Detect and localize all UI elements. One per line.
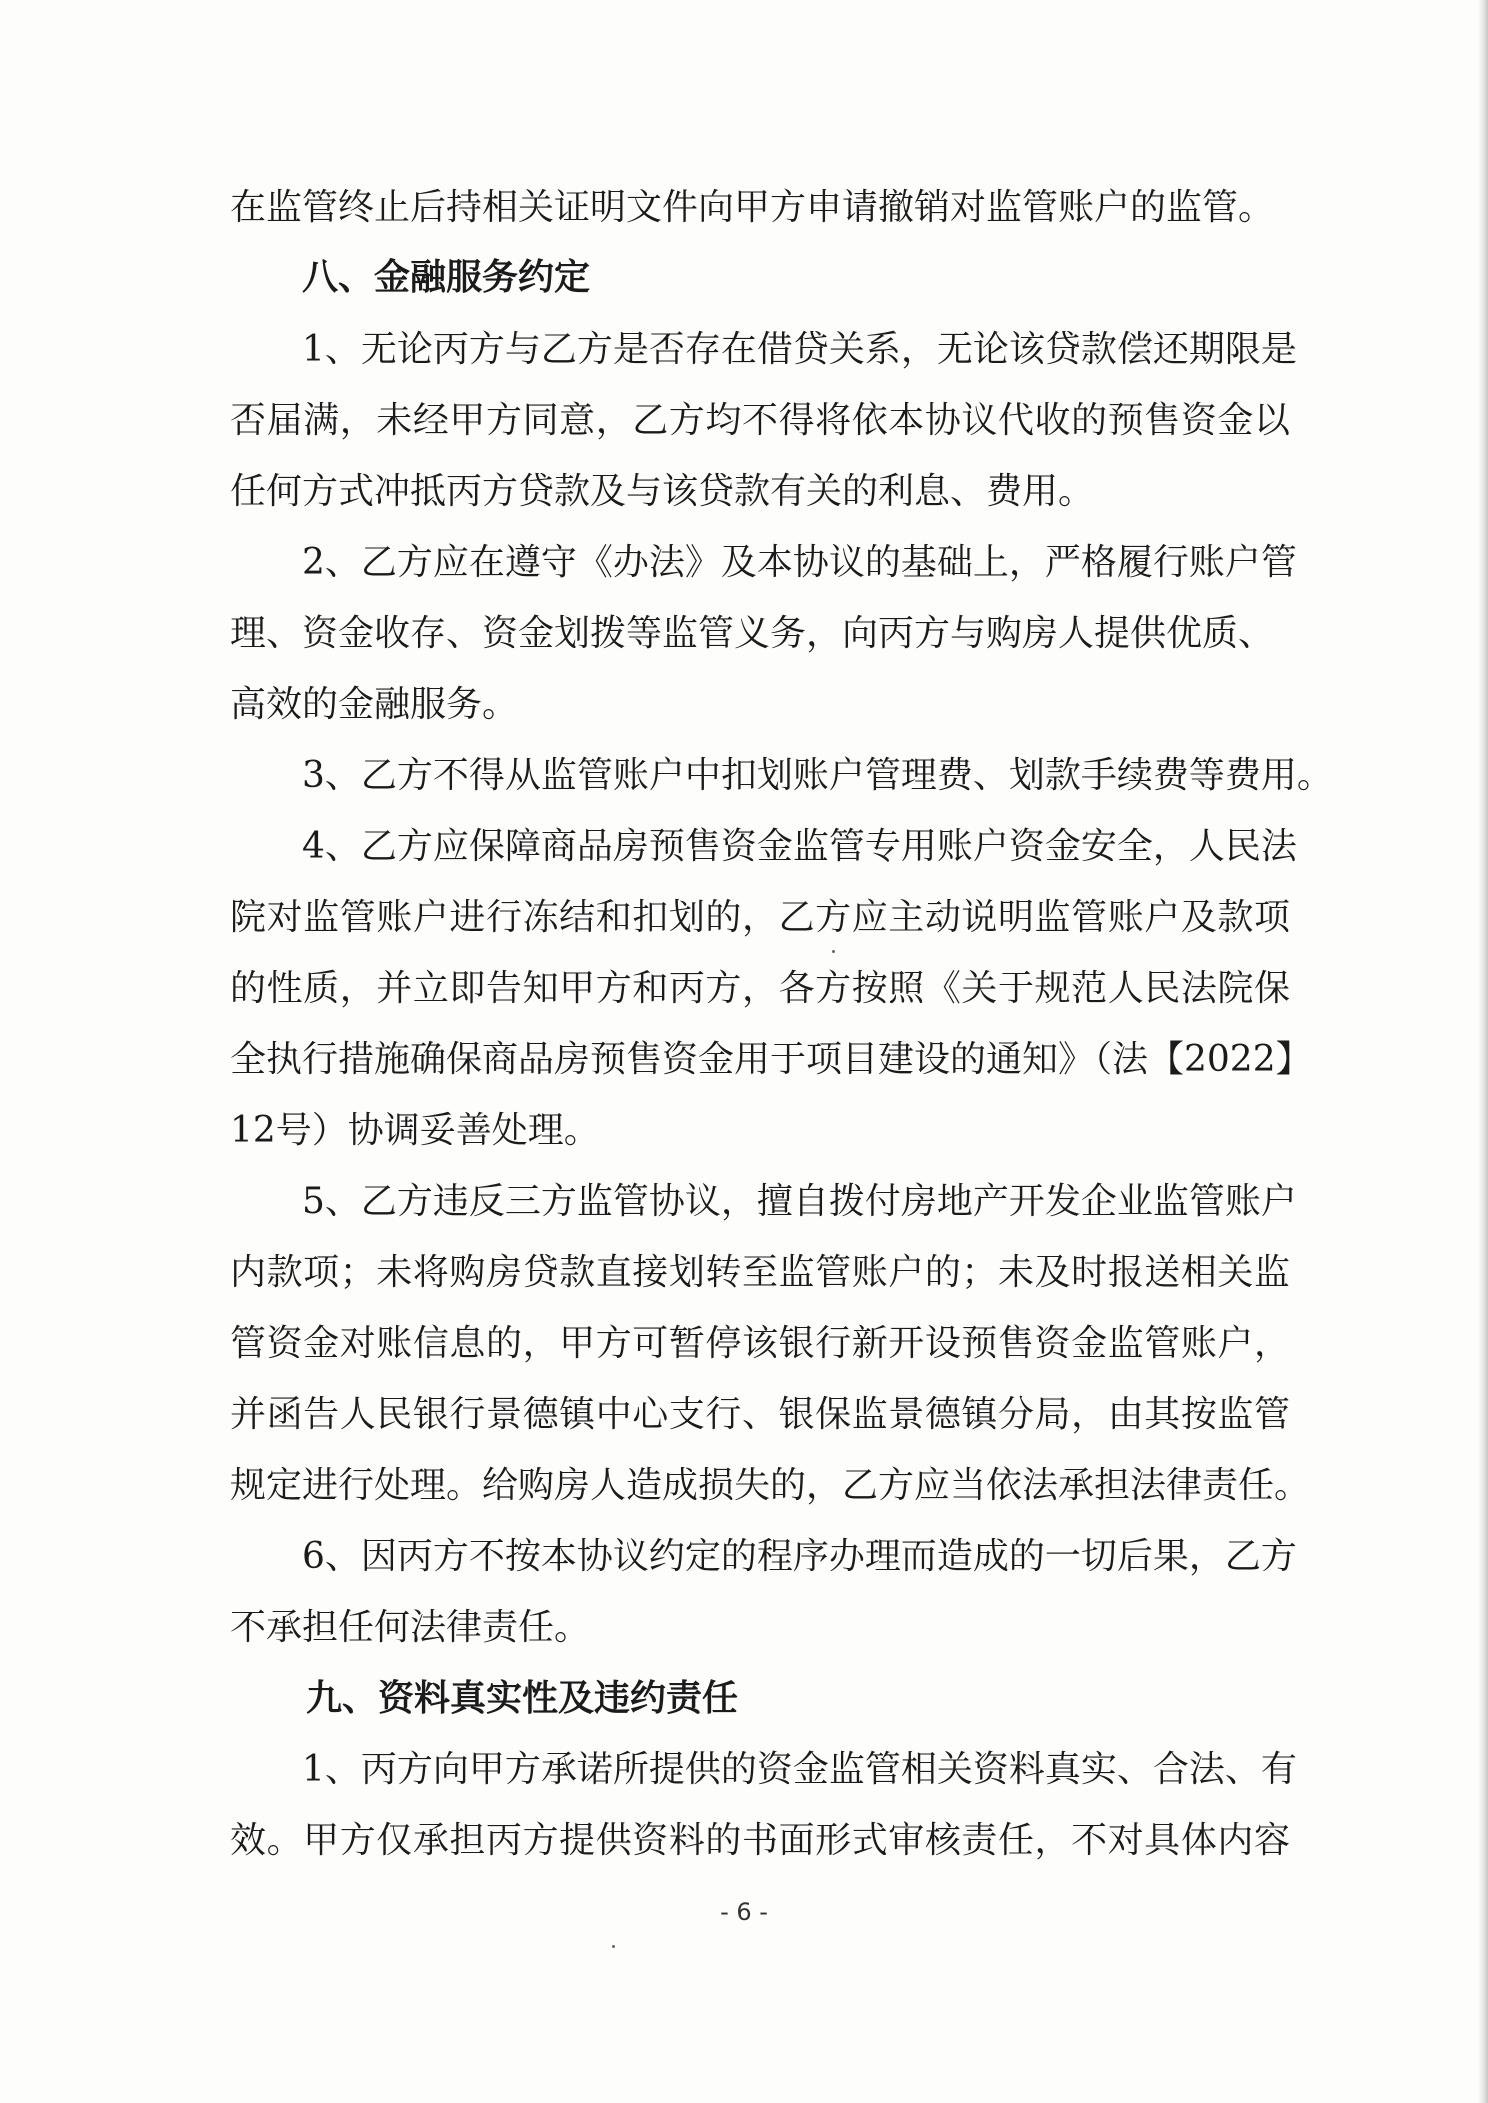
clause-8-1-line-2: 否届满，未经甲方同意，乙方均不得将依本协议代收的预售资金以: [230, 400, 1290, 441]
clause-8-5-line-4: 并函告人民银行景德镇中心支行、银保监景德镇分局，由其按监管: [230, 1394, 1290, 1435]
clause-8-2-line-3: 高效的金融服务。: [230, 684, 519, 725]
scan-speck: [832, 950, 835, 953]
page-number: - 6 -: [720, 1898, 768, 1926]
text-line-continuation: 在监管终止后持相关证明文件向甲方申请撤销对监管账户的监管。: [230, 187, 1275, 228]
clause-8-1-line-1: 1、无论丙方与乙方是否存在借贷关系，无论该贷款偿还期限是: [302, 329, 1297, 370]
clause-8-4-line-5: 12号）协调妥善处理。: [230, 1110, 600, 1151]
page-edge-shadow: [1478, 0, 1488, 2103]
clause-8-4-line-2: 院对监管账户进行冻结和扣划的，乙方应主动说明监管账户及款项: [230, 897, 1290, 938]
clause-8-5-line-1: 5、乙方违反三方监管协议，擅自拨付房地产开发企业监管账户: [302, 1181, 1297, 1222]
clause-8-6-line-1: 6、因丙方不按本协议约定的程序办理而造成的一切后果，乙方: [302, 1536, 1297, 1577]
scan-speck: [612, 1945, 615, 1948]
clause-8-5-line-5: 规定进行处理。给购房人造成损失的，乙方应当依法承担法律责任。: [230, 1465, 1311, 1506]
clause-8-2-line-2: 理、资金收存、资金划拨等监管义务，向丙方与购房人提供优质、: [230, 613, 1275, 654]
clause-8-4-line-1: 4、乙方应保障商品房预售资金监管专用账户资金安全，人民法: [302, 826, 1297, 867]
clause-9-1-line-1: 1、丙方向甲方承诺所提供的资金监管相关资料真实、合法、有: [302, 1749, 1297, 1790]
clause-8-5-line-3: 管资金对账信息的，甲方可暂停该银行新开设预售资金监管账户，: [230, 1323, 1290, 1364]
section-heading-financial-services: 八、金融服务约定: [302, 257, 591, 298]
clause-8-3-line-1: 3、乙方不得从监管账户中扣划账户管理费、划款手续费等费用。: [302, 755, 1333, 796]
clause-8-5-line-2: 内款项；未将购房贷款直接划转至监管账户的；未及时报送相关监: [230, 1252, 1290, 1293]
section-heading-data-authenticity: 九、资料真实性及违约责任: [306, 1678, 739, 1719]
clause-8-4-line-4: 全执行措施确保商品房预售资金用于项目建设的通知》（法【2022】: [230, 1039, 1312, 1080]
clause-8-4-line-3: 的性质，并立即告知甲方和丙方，各方按照《关于规范人民法院保: [230, 968, 1290, 1009]
clause-8-2-line-1: 2、乙方应在遵守《办法》及本协议的基础上，严格履行账户管: [302, 542, 1297, 583]
clause-9-1-line-2: 效。甲方仅承担丙方提供资料的书面形式审核责任，不对具体内容: [230, 1820, 1290, 1861]
clause-8-6-line-2: 不承担任何法律责任。: [230, 1607, 591, 1648]
clause-8-1-line-3: 任何方式冲抵丙方贷款及与该贷款有关的利息、费用。: [230, 471, 1095, 512]
